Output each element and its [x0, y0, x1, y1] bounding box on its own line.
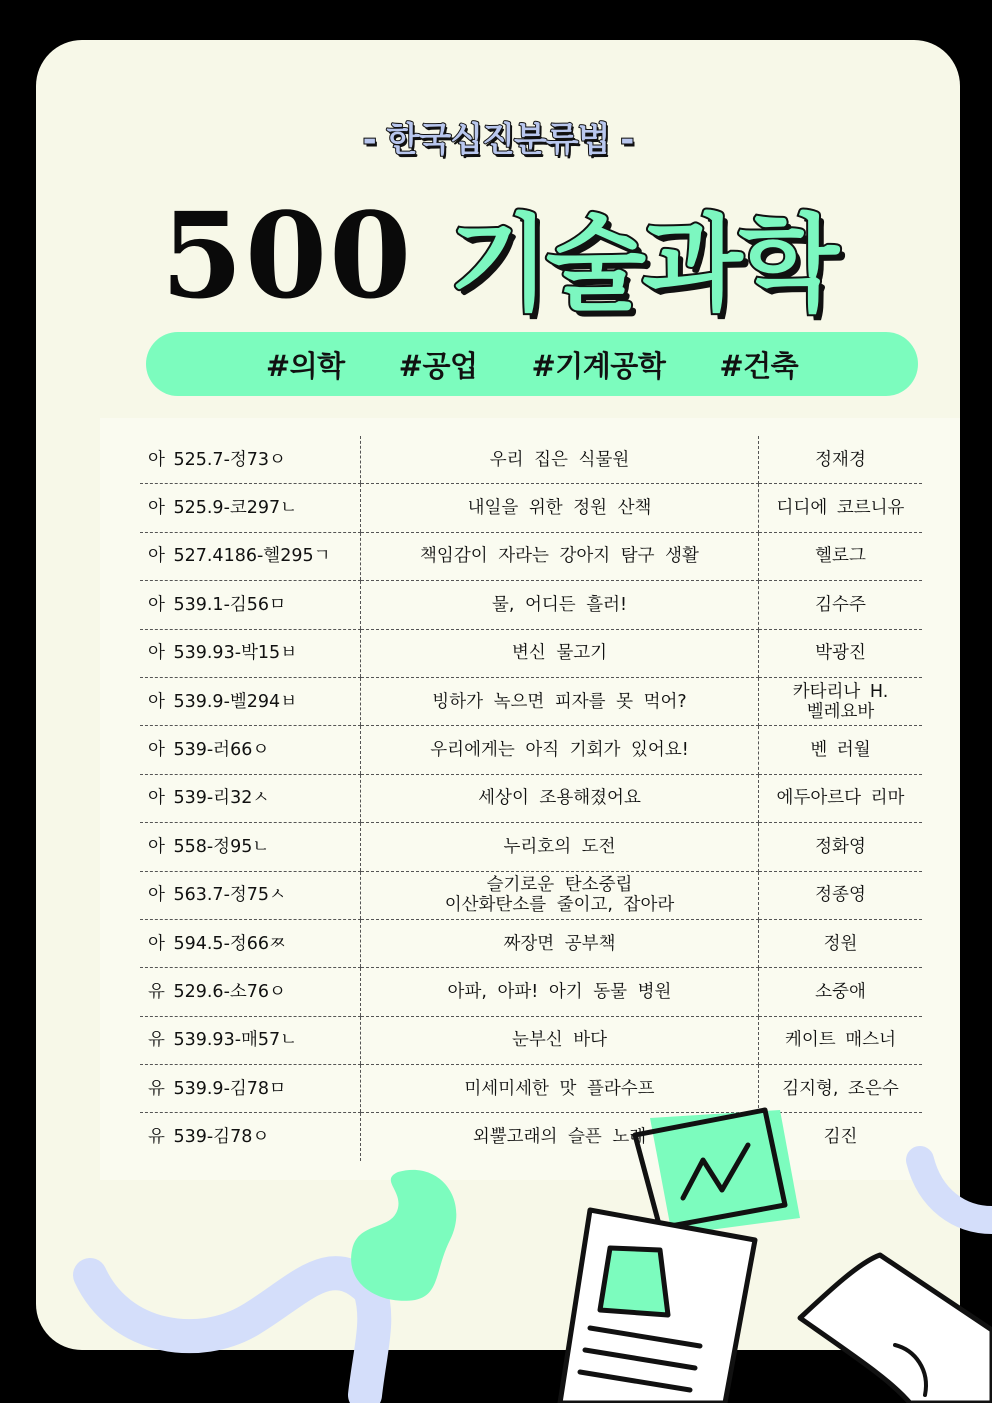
- author-cell: 벤 러월: [759, 726, 923, 774]
- book-title-cell: 누리호의 도전: [361, 823, 759, 871]
- tag-architecture: #건축: [719, 348, 799, 383]
- call-number-cell: 아 539-리32ㅅ: [140, 774, 361, 822]
- tag-medicine: #의학: [265, 348, 345, 383]
- book-title-cell: 우리 집은 식물원: [361, 436, 759, 484]
- author-cell: 헬로그: [759, 532, 923, 580]
- call-number-cell: 아 527.4186-헬295ㄱ: [140, 532, 361, 580]
- book-title-cell: 물, 어디든 흘러!: [361, 581, 759, 629]
- call-number-cell: 아 594.5-정66ㅉ: [140, 919, 361, 967]
- author-cell: 정원: [759, 919, 923, 967]
- book-title-cell: 책임감이 자라는 강아지 탐구 생활: [361, 532, 759, 580]
- author-cell: 디디에 코르니유: [759, 484, 923, 532]
- tag-mechanical-engineering: #기계공학: [531, 348, 666, 383]
- author-cell: 카타리나 H. 벨레요바: [759, 677, 923, 725]
- book-title-cell: 짜장면 공부책: [361, 919, 759, 967]
- book-title-cell: 우리에게는 아직 기회가 있어요!: [361, 726, 759, 774]
- squiggle-line: [90, 1273, 374, 1395]
- call-number-cell: 아 558-정95ㄴ: [140, 823, 361, 871]
- call-number-cell: 아 539.93-박15ㅂ: [140, 629, 361, 677]
- green-blob: [351, 1170, 456, 1301]
- book-title-cell: 세상이 조용해졌어요: [361, 774, 759, 822]
- author-cell: 정화영: [759, 823, 923, 871]
- call-number-cell: 아 525.7-정73ㅇ: [140, 436, 361, 484]
- book-title-cell: 내일을 위한 정원 산책: [361, 484, 759, 532]
- author-cell: 김지형, 조은수: [759, 1065, 923, 1113]
- book-title-cell: 눈부신 바다: [361, 1016, 759, 1064]
- book-title-cell: 외뿔고래의 슬픈 노래: [361, 1113, 759, 1161]
- author-cell: 김진: [823, 1127, 858, 1148]
- call-number-cell: 유 539-김78ㅇ: [148, 1127, 270, 1148]
- author-cell: 케이트 매스너: [759, 1016, 923, 1064]
- call-number-cell: 유 539.9-김78ㅁ: [140, 1065, 361, 1113]
- call-number-cell: 유 529.6-소76ㅇ: [140, 968, 361, 1016]
- tag-industry: #공업: [398, 348, 478, 383]
- author-cell: 에두아르다 리마: [759, 774, 923, 822]
- call-number-cell: 유 539.93-매57ㄴ: [140, 1016, 361, 1064]
- curled-paper: [800, 1255, 992, 1403]
- blue-arc: [920, 1160, 992, 1220]
- author-cell: 소중애: [759, 968, 923, 1016]
- book-title-cell: 슬기로운 탄소중립 이산화탄소를 줄이고, 잡아라: [361, 871, 759, 919]
- class-name: 기술과학: [449, 203, 836, 325]
- chart-paper: [635, 1110, 800, 1235]
- class-number: 500: [160, 185, 414, 325]
- book-title-cell: 빙하가 녹으면 피자를 못 먹어?: [361, 677, 759, 725]
- author-cell: 정재경: [759, 436, 923, 484]
- book-title-cell: 변신 물고기: [361, 629, 759, 677]
- classification-label: - 한국십진분류법 -: [362, 120, 634, 160]
- author-cell: 정종영: [759, 871, 923, 919]
- document-paper: [560, 1210, 755, 1403]
- author-cell: 김수주: [759, 581, 923, 629]
- book-title-cell: 미세미세한 맛 플라수프: [361, 1065, 759, 1113]
- call-number-cell: 아 539-러66ㅇ: [140, 726, 361, 774]
- author-cell: 박광진: [759, 629, 923, 677]
- book-title-cell: 아파, 아파! 아기 동물 병원: [361, 968, 759, 1016]
- call-number-cell: 아 563.7-정75ㅅ: [140, 871, 361, 919]
- call-number-cell: 아 539.1-김56ㅁ: [140, 581, 361, 629]
- call-number-cell: 아 525.9-코297ㄴ: [140, 484, 361, 532]
- call-number-cell: 아 539.9-벨294ㅂ: [140, 677, 361, 725]
